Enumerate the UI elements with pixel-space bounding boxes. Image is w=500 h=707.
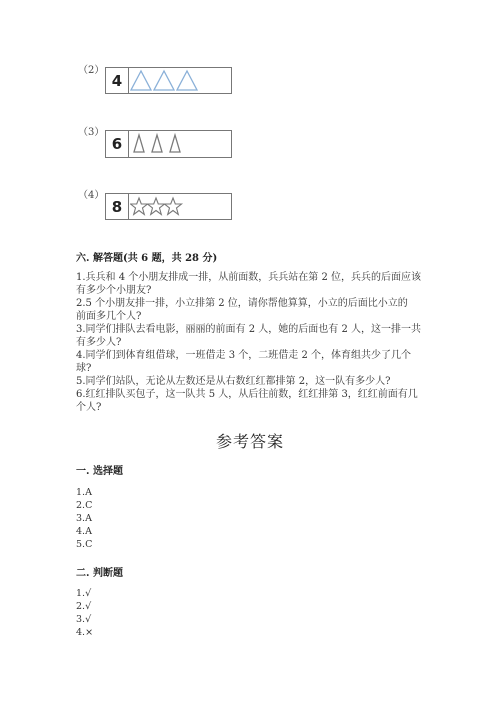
figure-shapes-3 (130, 131, 231, 157)
answer-item: 3.√ (76, 614, 92, 625)
answer-item: 1.√ (76, 588, 92, 599)
figure-box-2 (105, 67, 232, 94)
section6-body (76, 271, 421, 414)
section6-line: 4.同学们到体育组借球，一班借走 3 个，二班借走 2 个，体育组共少了几个 (76, 350, 411, 361)
figure-shapes-2 (130, 68, 231, 93)
section6-line: 有多少人? (76, 337, 122, 348)
figure-label-3: （3） (78, 127, 105, 138)
figure-label-4: （4） (78, 190, 105, 201)
judge-section-title: 二. 判断题 (76, 568, 123, 579)
star-outline-icon (130, 194, 230, 219)
figure-number-3: 6 (106, 131, 129, 157)
triangle-outline-icon (130, 68, 230, 93)
figure-shapes-4 (130, 194, 231, 219)
section6-line: 2.5 个小朋友排一排，小立排第 2 位，请你帮他算算，小立的后面比小立的 (76, 298, 408, 309)
answer-item: 5.C (76, 539, 93, 550)
answer-item: 2.√ (76, 601, 92, 612)
choice-section-title: 一. 选择题 (76, 466, 123, 477)
answer-item: 4.A (76, 526, 92, 537)
section6-line: 个人? (76, 402, 102, 413)
judge-answers (76, 587, 93, 639)
section6-line: 前面多几个人? (76, 311, 142, 322)
section6-line: 球? (76, 363, 92, 374)
choice-answers (76, 486, 92, 551)
answer-item: 4.× (76, 627, 94, 638)
section6-title: 六. 解答题(共 6 题，共 28 分) (76, 253, 218, 264)
section6-line: 3.同学们排队去看电影，丽丽的前面有 2 人，她的后面也有 2 人，这一排一共 (76, 324, 421, 335)
figure-label-2: （2） (78, 65, 105, 76)
section6-line: 1.兵兵和 4 个小朋友排成一排，从前面数，兵兵站在第 2 位，兵兵的后面应该 (76, 272, 421, 283)
answers-title: 参考答案 (215, 432, 284, 451)
figure-number-2: 4 (106, 68, 129, 93)
answer-item: 3.A (76, 513, 92, 524)
section6-line: 5.同学们站队，无论从左数还是从右数红红都排第 2，这一队有多少人? (76, 376, 391, 387)
figure-box-3 (105, 130, 232, 158)
answer-item: 2.C (76, 500, 93, 511)
section6-line: 6.红红排队买包子，这一队共 5 人，从后往前数，红红排第 3，红红前面有几 (76, 389, 418, 400)
figure-box-4 (105, 193, 232, 220)
figure-number-4: 8 (106, 194, 129, 219)
section6-line: 有多少个小朋友? (76, 285, 152, 296)
tall-triangle-icon (130, 131, 230, 157)
answer-item: 1.A (76, 487, 92, 498)
